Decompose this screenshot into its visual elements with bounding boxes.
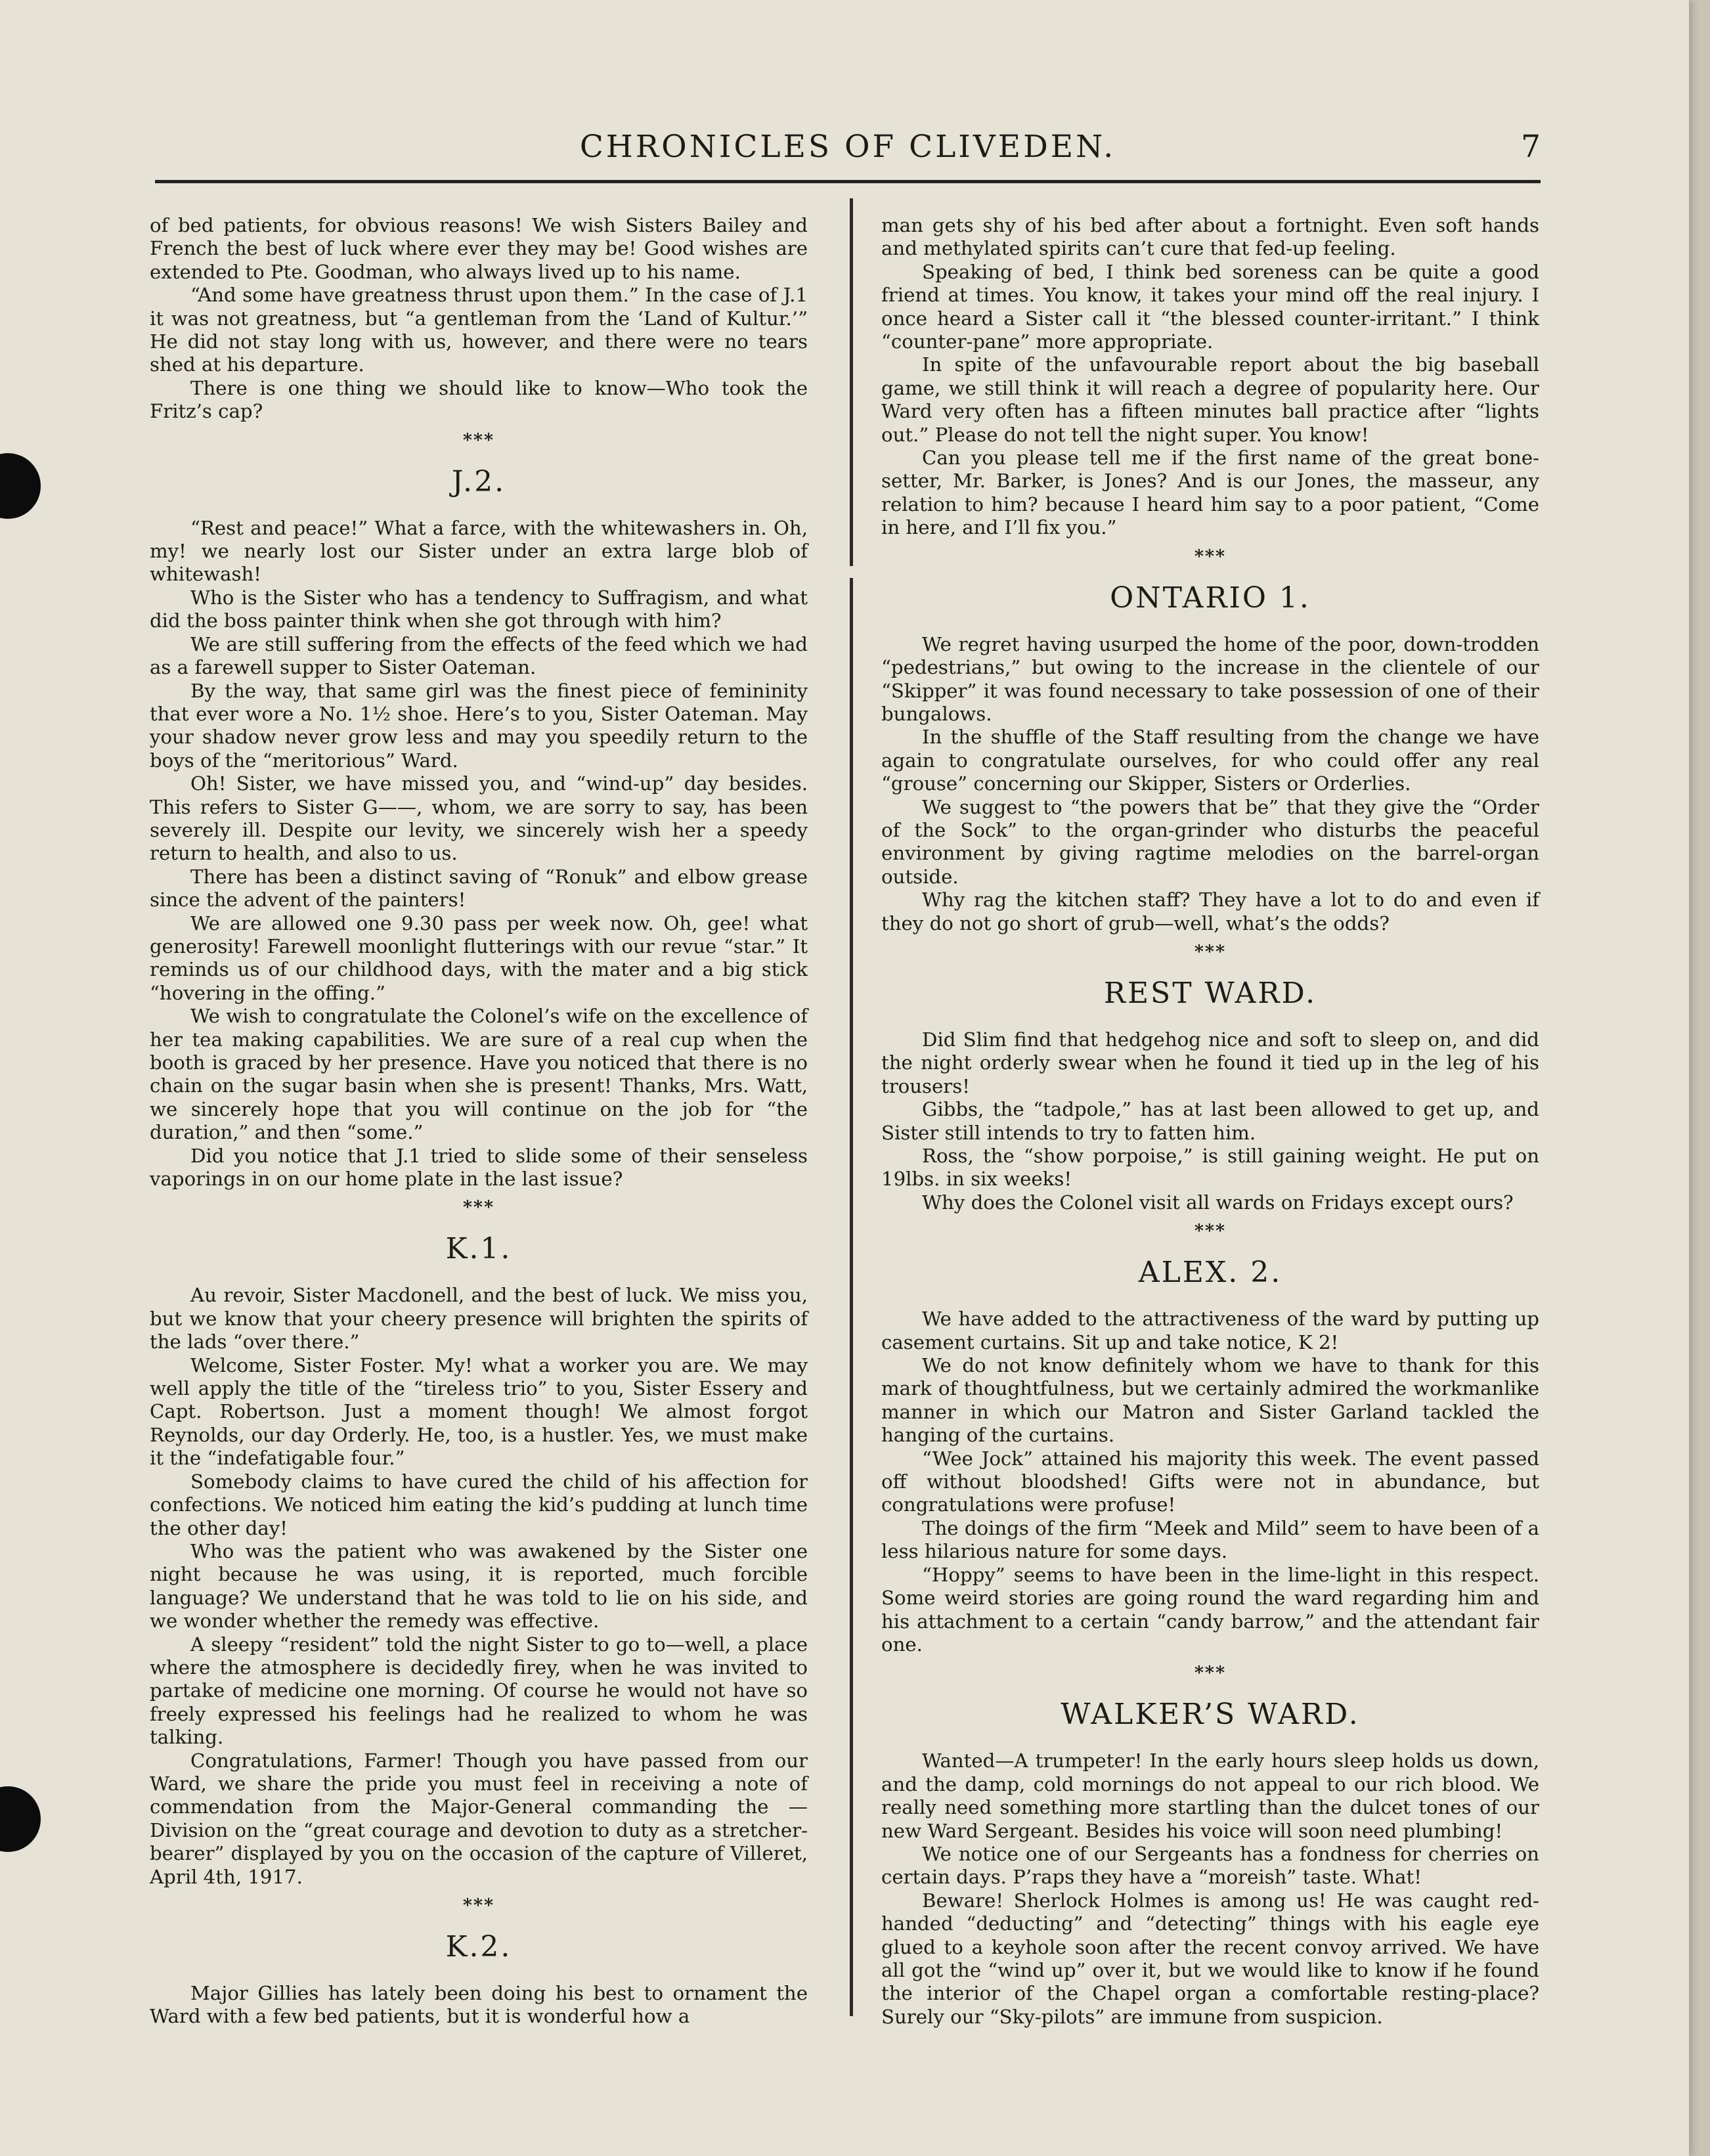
section-heading-rest-ward: REST WARD. (1103, 976, 1317, 1010)
section-heading-walker-s-ward: WALKER’S WARD. (1061, 1698, 1360, 1732)
article-paragraph: By the way, that same girl was the finest piece of femininity that ever wore a No. 1½ shoe. Here’s to you, Sister Oateman. May your shadow never grow less and may you speedily return to the boys of the “meritorious” Ward. (150, 679, 808, 772)
article-paragraph: Congratulations, Farmer! Though you have passed from our Ward, we share the pride you must feel in receiving a note of commendation from the Major-General commanding the — Division on the “great courage and devotion to duty as a stretcher-bearer” displayed by you on the occasion of the capture of Villeret, April 4th, 1917. (150, 1749, 808, 1888)
section-separator: *** (1194, 941, 1227, 962)
section-separator: *** (462, 1197, 495, 1218)
column-divider-lower (850, 578, 853, 2016)
article-paragraph: Oh! Sister, we have missed you, and “wind-up” day besides. This refers to Sister G——, whom, we are sorry to say, has been severely ill. Despite our levity, we sincerely wish her a speedy return to health, and also to us. (150, 772, 808, 865)
section-separator: *** (462, 429, 495, 451)
article-paragraph: We do not know definitely whom we have to thank for this mark of thoughtfulness, but we certainly admired the workmanlike manner in which our Matron and Sister Garland tackled the hanging of the curtains. (881, 1354, 1539, 1447)
section-heading-alex-2: ALEX. 2. (1138, 1256, 1282, 1290)
article-paragraph: We notice one of our Sergeants has a fondness for cherries on certain days. P’raps they have a “moreish” taste. What! (881, 1842, 1539, 1889)
article-paragraph: Wanted—A trumpeter! In the early hours sleep holds us down, and the damp, cold mornings do not appeal to our rich blood. We really need something more startling than the dulcet tones of our new Ward Sergeant. Besides his voice will soon need plumbing! (881, 1749, 1539, 1842)
article-paragraph: Major Gillies has lately been doing his best to ornament the Ward with a few bed patients, but it is wonderful how a (150, 1982, 808, 2028)
article-paragraph: We are still suffering from the effects of the feed which we had as a farewell supper to Sister Oateman. (150, 632, 808, 679)
article-paragraph: “Rest and peace!” What a farce, with the whitewashers in. Oh, my! we nearly lost our Sister under an extra large blob of whitewash! (150, 516, 808, 586)
section-separator: *** (1194, 1663, 1227, 1684)
article-paragraph: Welcome, Sister Foster. My! what a worker you are. We may well apply the title of the “tireless trio” to you, Sister Essery and Capt. Robertson. Just a moment though! We almost forgot Reynolds, our day Orderly. He, too, is a hustler. Yes, we must make it the “indefatigable four.” (150, 1353, 808, 1470)
article-paragraph: Speaking of bed, I think bed soreness can be quite a good friend at times. You know, it takes your mind off the real injury. I once heard a Sister call it “the blessed counter-irritant.” I think “counter-pane” more appropriate. (881, 260, 1539, 353)
column-divider-upper (850, 198, 853, 566)
article-paragraph: We regret having usurped the home of the poor, down-trodden “pedestrians,” but owing to the increase in the clientele of our “Skipper” it was found necessary to take possession of one of their bungalows. (881, 632, 1539, 725)
article-paragraph: There has been a distinct saving of “Ronuk” and elbow grease since the advent of the painters! (150, 865, 808, 912)
section-heading-k-1: K.1. (445, 1232, 512, 1266)
article-paragraph: Who is the Sister who has a tendency to Suffragism, and what did the boss painter think when she got through with him? (150, 586, 808, 632)
section-separator: *** (462, 1895, 495, 1916)
page-number: 7 (1521, 129, 1541, 165)
article-paragraph: “Hoppy” seems to have been in the lime-light in this respect. Some weird stories are going round the ward regarding him and his attachment to a certain “candy barrow,” and the attendant fair one. (881, 1563, 1539, 1656)
section-separator: *** (1194, 546, 1227, 567)
article-paragraph: Who was the patient who was awakened by the Sister one night because he was using, it is reported, much forcible language? We understand that he was told to lie on his side, and we wonder whether the remedy was effective. (150, 1539, 808, 1633)
page-header (155, 129, 1541, 168)
section-heading-ontario-1: ONTARIO 1. (1110, 581, 1311, 615)
binding-hole-top (0, 453, 41, 519)
section-separator: *** (1194, 1221, 1227, 1242)
article-paragraph: Ross, the “show porpoise,” is still gaining weight. He put on 19lbs. in six weeks! (881, 1145, 1539, 1191)
article-paragraph: We have added to the attractiveness of the ward by putting up casement curtains. Sit up and take notice, K 2! (881, 1308, 1539, 1353)
article-paragraph: Why does the Colonel visit all wards on Fridays except ours? (922, 1191, 1514, 1214)
article-paragraph: There is one thing we should like to know—Who took the Fritz’s cap? (150, 376, 808, 423)
article-paragraph: Somebody claims to have cured the child of his affection for confections. We noticed him eating the kid’s pudding at lunch time the other day! (150, 1470, 808, 1539)
article-paragraph: In the shuffle of the Staff resulting from the change we have again to congratulate ourselves, for who could offer any real “grouse” concerning our Skipper, Sisters or Orderlies. (881, 726, 1539, 795)
article-paragraph: We are allowed one 9.30 pass per week now. Oh, gee! what generosity! Farewell moonlight flutterings with our revue “star.” It reminds us of our childhood days, with the mater and a big stick “hovering in the offing.” (150, 912, 808, 1004)
article-paragraph: Did Slim find that hedgehog nice and soft to sleep on, and did the night orderly swear when he found it tied up in the leg of his trousers! (881, 1028, 1539, 1097)
article-paragraph: of bed patients, for obvious reasons! We wish Sisters Bailey and French the best of luck where ever they may be! Good wishes are extended to Pte. Goodman, who always lived up to his name. (150, 214, 808, 283)
article-paragraph: Beware! Sherlock Holmes is among us! He was caught red-handed “deducting” and “detecting” things with his eagle eye glued to a keyhole soon after the recent convoy arrived. We have all got the “wind up” over it, but we would like to know if he found the interior of the Chapel organ a comfortable resting-place? Surely our “Sky-pilots” are immune from suspicion. (881, 1889, 1539, 2028)
article-paragraph: The doings of the firm “Meek and Mild” seem to have been of a less hilarious nature for some days. (881, 1516, 1539, 1563)
article-paragraph: In spite of the unfavourable report about the big baseball game, we still think it will reach a degree of popularity here. Our Ward very often has a fifteen minutes ball practice after “lights out.” Please do not tell the night super. You know! (881, 353, 1539, 446)
right-column (881, 214, 1539, 2029)
article-paragraph: Why rag the kitchen staff? They have a lot to do and even if they do not go short of grub—well, what’s the odds? (881, 889, 1539, 935)
binding-hole-bottom (0, 1786, 41, 1852)
article-paragraph: Can you please tell me if the first name of the great bone-setter, Mr. Barker, is Jones? And is our Jones, the masseur, any relation to him? because I heard him say to a poor patient, “Come in here, and I’ll fix you.” (881, 447, 1539, 539)
publication-title: CHRONICLES OF CLIVEDEN. (579, 129, 1116, 165)
article-paragraph: We suggest to “the powers that be” that they give the “Order of the Sock” to the organ-grinder who disturbs the peaceful environment by giving ragtime melodies on the barrel-organ outside. (881, 795, 1539, 888)
article-paragraph: “Wee Jock” attained his majority this week. The event passed off without bloodshed! Gifts were not in abundance, but congratulations were profuse! (881, 1447, 1539, 1516)
article-paragraph: man gets shy of his bed after about a fortnight. Even soft hands and methylated spirits can’t cure that fed-up feeling. (881, 214, 1539, 260)
article-paragraph: Au revoir, Sister Macdonell, and the best of luck. We miss you, but we know that your cheery presence will brighten the spirits of the lads “over there.” (150, 1284, 808, 1353)
article-paragraph: We wish to congratulate the Colonel’s wife on the excellence of her tea making capabilities. We are sure of a real cup when the booth is graced by her presence. Have you noticed that there is no chain on the sugar basin when she is present! Thanks, Mrs. Watt, we sincerely hope that you will continue on the job for “the duration,” and then “some.” (150, 1005, 808, 1144)
article-paragraph: A sleepy “resident” told the night Sister to go to—well, a place where the atmosphere is decidedly firey, when he was invited to partake of medicine one morning. Of course he would not have so freely expressed his feelings had he realized to whom he was talking. (150, 1633, 808, 1749)
article-paragraph: Gibbs, the “tadpole,” has at last been allowed to get up, and Sister still intends to try to fatten him. (881, 1098, 1539, 1144)
section-heading-k-2: K.2. (445, 1930, 512, 1964)
article-paragraph: “And some have greatness thrust upon them.” In the case of J.1 it was not greatness, but “a gentleman from the ‘Land of Kultur.’” He did not stay long with us, however, and there were no tears shed at his departure. (150, 284, 808, 376)
article-paragraph: Did you notice that J.1 tried to slide some of their senseless vaporings in on our home plate in the last issue? (150, 1144, 808, 1191)
left-column (150, 214, 808, 2029)
section-heading-j-2: J.2. (451, 464, 506, 498)
header-rule (155, 180, 1541, 183)
